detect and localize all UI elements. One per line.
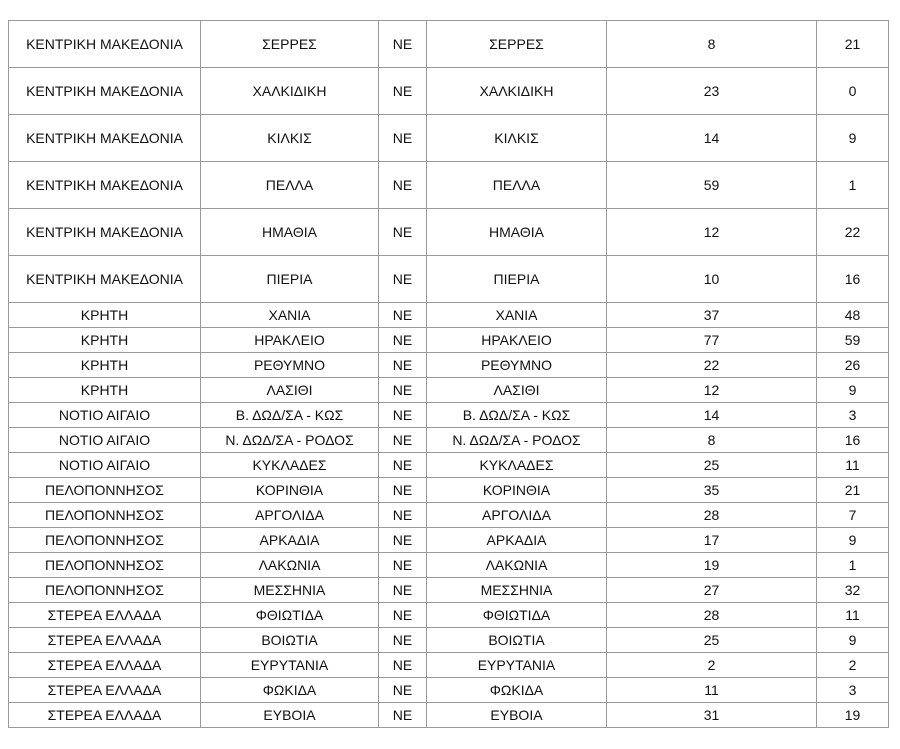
region-cell: ΣΤΕΡΕΑ ΕΛΛΑΔΑ xyxy=(9,678,201,703)
flag-cell: ΝΕ xyxy=(379,703,427,728)
count-cell-a: 28 xyxy=(607,503,817,528)
region-cell: ΣΤΕΡΕΑ ΕΛΛΑΔΑ xyxy=(9,703,201,728)
area-cell: ΗΡΑΚΛΕΙΟ xyxy=(427,328,607,353)
unit-cell: ΑΡΓΟΛΙΔΑ xyxy=(201,503,379,528)
area-cell: ΚΥΚΛΑΔΕΣ xyxy=(427,453,607,478)
unit-cell: Ν. ΔΩΔ/ΣΑ - ΡΟΔΟΣ xyxy=(201,428,379,453)
count-cell-b: 9 xyxy=(817,378,889,403)
unit-cell: ΒΟΙΩΤΙΑ xyxy=(201,628,379,653)
area-cell: ΛΑΣΙΘΙ xyxy=(427,378,607,403)
region-cell: ΠΕΛΟΠΟΝΝΗΣΟΣ xyxy=(9,578,201,603)
region-cell: ΚΕΝΤΡΙΚΗ ΜΑΚΕΔΟΝΙΑ xyxy=(9,21,201,68)
region-cell: ΚΡΗΤΗ xyxy=(9,378,201,403)
unit-cell: ΕΥΡΥΤΑΝΙΑ xyxy=(201,653,379,678)
table-row xyxy=(9,378,889,403)
unit-cell: ΣΕΡΡΕΣ xyxy=(201,21,379,68)
flag-cell: ΝΕ xyxy=(379,528,427,553)
count-cell-b: 32 xyxy=(817,578,889,603)
region-cell: ΣΤΕΡΕΑ ΕΛΛΑΔΑ xyxy=(9,603,201,628)
unit-cell: ΗΡΑΚΛΕΙΟ xyxy=(201,328,379,353)
region-cell: ΝΟΤΙΟ ΑΙΓΑΙΟ xyxy=(9,403,201,428)
region-cell: ΣΤΕΡΕΑ ΕΛΛΑΔΑ xyxy=(9,653,201,678)
unit-cell: ΗΜΑΘΙΑ xyxy=(201,209,379,256)
count-cell-a: 17 xyxy=(607,528,817,553)
flag-cell: ΝΕ xyxy=(379,115,427,162)
flag-cell: ΝΕ xyxy=(379,328,427,353)
table-row xyxy=(9,603,889,628)
table-row xyxy=(9,503,889,528)
unit-cell: ΠΕΛΛΑ xyxy=(201,162,379,209)
table-row xyxy=(9,578,889,603)
area-cell: ΣΕΡΡΕΣ xyxy=(427,21,607,68)
table-row xyxy=(9,653,889,678)
count-cell-b: 59 xyxy=(817,328,889,353)
flag-cell: ΝΕ xyxy=(379,403,427,428)
table-row xyxy=(9,478,889,503)
count-cell-a: 19 xyxy=(607,553,817,578)
table-row xyxy=(9,453,889,478)
area-cell: ΑΡΚΑΔΙΑ xyxy=(427,528,607,553)
count-cell-a: 12 xyxy=(607,209,817,256)
table-body xyxy=(9,21,889,728)
unit-cell: ΕΥΒΟΙΑ xyxy=(201,703,379,728)
count-cell-b: 1 xyxy=(817,162,889,209)
count-cell-b: 3 xyxy=(817,678,889,703)
unit-cell: ΚΟΡΙΝΘΙΑ xyxy=(201,478,379,503)
flag-cell: ΝΕ xyxy=(379,256,427,303)
flag-cell: ΝΕ xyxy=(379,578,427,603)
table-row xyxy=(9,403,889,428)
region-cell: ΚΕΝΤΡΙΚΗ ΜΑΚΕΔΟΝΙΑ xyxy=(9,68,201,115)
unit-cell: ΚΙΛΚΙΣ xyxy=(201,115,379,162)
count-cell-b: 9 xyxy=(817,628,889,653)
area-cell: ΧΑΛΚΙΔΙΚΗ xyxy=(427,68,607,115)
flag-cell: ΝΕ xyxy=(379,378,427,403)
table-row xyxy=(9,303,889,328)
count-cell-a: 8 xyxy=(607,428,817,453)
region-cell: ΠΕΛΟΠΟΝΝΗΣΟΣ xyxy=(9,503,201,528)
region-cell: ΚΕΝΤΡΙΚΗ ΜΑΚΕΔΟΝΙΑ xyxy=(9,256,201,303)
area-cell: ΗΜΑΘΙΑ xyxy=(427,209,607,256)
count-cell-a: 8 xyxy=(607,21,817,68)
table-row xyxy=(9,528,889,553)
table-row xyxy=(9,256,889,303)
region-cell: ΚΕΝΤΡΙΚΗ ΜΑΚΕΔΟΝΙΑ xyxy=(9,162,201,209)
region-cell: ΝΟΤΙΟ ΑΙΓΑΙΟ xyxy=(9,453,201,478)
area-cell: ΦΩΚΙΔΑ xyxy=(427,678,607,703)
count-cell-b: 22 xyxy=(817,209,889,256)
area-cell: Ν. ΔΩΔ/ΣΑ - ΡΟΔΟΣ xyxy=(427,428,607,453)
count-cell-a: 23 xyxy=(607,68,817,115)
area-cell: ΑΡΓΟΛΙΔΑ xyxy=(427,503,607,528)
count-cell-a: 22 xyxy=(607,353,817,378)
count-cell-b: 16 xyxy=(817,428,889,453)
unit-cell: ΦΘΙΩΤΙΔΑ xyxy=(201,603,379,628)
table-row xyxy=(9,628,889,653)
flag-cell: ΝΕ xyxy=(379,353,427,378)
region-cell: ΚΡΗΤΗ xyxy=(9,303,201,328)
area-cell: ΧΑΝΙΑ xyxy=(427,303,607,328)
table-row xyxy=(9,353,889,378)
unit-cell: ΜΕΣΣΗΝΙΑ xyxy=(201,578,379,603)
unit-cell: ΛΑΣΙΘΙ xyxy=(201,378,379,403)
flag-cell: ΝΕ xyxy=(379,453,427,478)
unit-cell: ΑΡΚΑΔΙΑ xyxy=(201,528,379,553)
area-cell: ΠΙΕΡΙΑ xyxy=(427,256,607,303)
table-row xyxy=(9,703,889,728)
flag-cell: ΝΕ xyxy=(379,503,427,528)
flag-cell: ΝΕ xyxy=(379,603,427,628)
table-row xyxy=(9,21,889,68)
count-cell-b: 2 xyxy=(817,653,889,678)
count-cell-b: 7 xyxy=(817,503,889,528)
flag-cell: ΝΕ xyxy=(379,428,427,453)
count-cell-b: 0 xyxy=(817,68,889,115)
unit-cell: Β. ΔΩΔ/ΣΑ - ΚΩΣ xyxy=(201,403,379,428)
area-cell: ΡΕΘΥΜΝΟ xyxy=(427,353,607,378)
area-cell: ΒΟΙΩΤΙΑ xyxy=(427,628,607,653)
count-cell-b: 9 xyxy=(817,528,889,553)
unit-cell: ΚΥΚΛΑΔΕΣ xyxy=(201,453,379,478)
table-row xyxy=(9,678,889,703)
flag-cell: ΝΕ xyxy=(379,678,427,703)
flag-cell: ΝΕ xyxy=(379,68,427,115)
table-row xyxy=(9,68,889,115)
region-cell: ΠΕΛΟΠΟΝΝΗΣΟΣ xyxy=(9,478,201,503)
table-row xyxy=(9,328,889,353)
flag-cell: ΝΕ xyxy=(379,478,427,503)
count-cell-b: 21 xyxy=(817,478,889,503)
count-cell-a: 35 xyxy=(607,478,817,503)
count-cell-b: 16 xyxy=(817,256,889,303)
area-cell: ΠΕΛΛΑ xyxy=(427,162,607,209)
region-cell: ΚΕΝΤΡΙΚΗ ΜΑΚΕΔΟΝΙΑ xyxy=(9,209,201,256)
count-cell-a: 2 xyxy=(607,653,817,678)
area-cell: ΦΘΙΩΤΙΔΑ xyxy=(427,603,607,628)
region-cell: ΝΟΤΙΟ ΑΙΓΑΙΟ xyxy=(9,428,201,453)
count-cell-a: 25 xyxy=(607,453,817,478)
count-cell-b: 19 xyxy=(817,703,889,728)
table-row xyxy=(9,115,889,162)
count-cell-a: 31 xyxy=(607,703,817,728)
region-cell: ΚΡΗΤΗ xyxy=(9,328,201,353)
flag-cell: ΝΕ xyxy=(379,653,427,678)
count-cell-a: 12 xyxy=(607,378,817,403)
unit-cell: ΠΙΕΡΙΑ xyxy=(201,256,379,303)
count-cell-a: 28 xyxy=(607,603,817,628)
count-cell-b: 48 xyxy=(817,303,889,328)
unit-cell: ΧΑΝΙΑ xyxy=(201,303,379,328)
unit-cell: ΛΑΚΩΝΙΑ xyxy=(201,553,379,578)
area-cell: ΕΥΒΟΙΑ xyxy=(427,703,607,728)
unit-cell: ΦΩΚΙΔΑ xyxy=(201,678,379,703)
table-row xyxy=(9,553,889,578)
count-cell-a: 27 xyxy=(607,578,817,603)
area-cell: ΛΑΚΩΝΙΑ xyxy=(427,553,607,578)
area-cell: ΜΕΣΣΗΝΙΑ xyxy=(427,578,607,603)
table-row xyxy=(9,209,889,256)
unit-cell: ΡΕΘΥΜΝΟ xyxy=(201,353,379,378)
area-cell: ΚΙΛΚΙΣ xyxy=(427,115,607,162)
region-cell: ΣΤΕΡΕΑ ΕΛΛΑΔΑ xyxy=(9,628,201,653)
count-cell-a: 77 xyxy=(607,328,817,353)
area-cell: ΚΟΡΙΝΘΙΑ xyxy=(427,478,607,503)
count-cell-b: 11 xyxy=(817,453,889,478)
count-cell-b: 26 xyxy=(817,353,889,378)
table-row xyxy=(9,162,889,209)
count-cell-a: 59 xyxy=(607,162,817,209)
count-cell-a: 25 xyxy=(607,628,817,653)
count-cell-b: 3 xyxy=(817,403,889,428)
region-cell: ΚΡΗΤΗ xyxy=(9,353,201,378)
flag-cell: ΝΕ xyxy=(379,303,427,328)
region-cell: ΠΕΛΟΠΟΝΝΗΣΟΣ xyxy=(9,528,201,553)
count-cell-b: 9 xyxy=(817,115,889,162)
count-cell-a: 11 xyxy=(607,678,817,703)
count-cell-a: 14 xyxy=(607,115,817,162)
count-cell-b: 1 xyxy=(817,553,889,578)
flag-cell: ΝΕ xyxy=(379,162,427,209)
table-row xyxy=(9,428,889,453)
area-cell: ΕΥΡΥΤΑΝΙΑ xyxy=(427,653,607,678)
flag-cell: ΝΕ xyxy=(379,628,427,653)
count-cell-a: 10 xyxy=(607,256,817,303)
region-cell: ΚΕΝΤΡΙΚΗ ΜΑΚΕΔΟΝΙΑ xyxy=(9,115,201,162)
flag-cell: ΝΕ xyxy=(379,21,427,68)
unit-cell: ΧΑΛΚΙΔΙΚΗ xyxy=(201,68,379,115)
flag-cell: ΝΕ xyxy=(379,553,427,578)
region-cell: ΠΕΛΟΠΟΝΝΗΣΟΣ xyxy=(9,553,201,578)
area-cell: Β. ΔΩΔ/ΣΑ - ΚΩΣ xyxy=(427,403,607,428)
data-table xyxy=(8,20,889,728)
count-cell-b: 21 xyxy=(817,21,889,68)
count-cell-b: 11 xyxy=(817,603,889,628)
count-cell-a: 37 xyxy=(607,303,817,328)
count-cell-a: 14 xyxy=(607,403,817,428)
flag-cell: ΝΕ xyxy=(379,209,427,256)
